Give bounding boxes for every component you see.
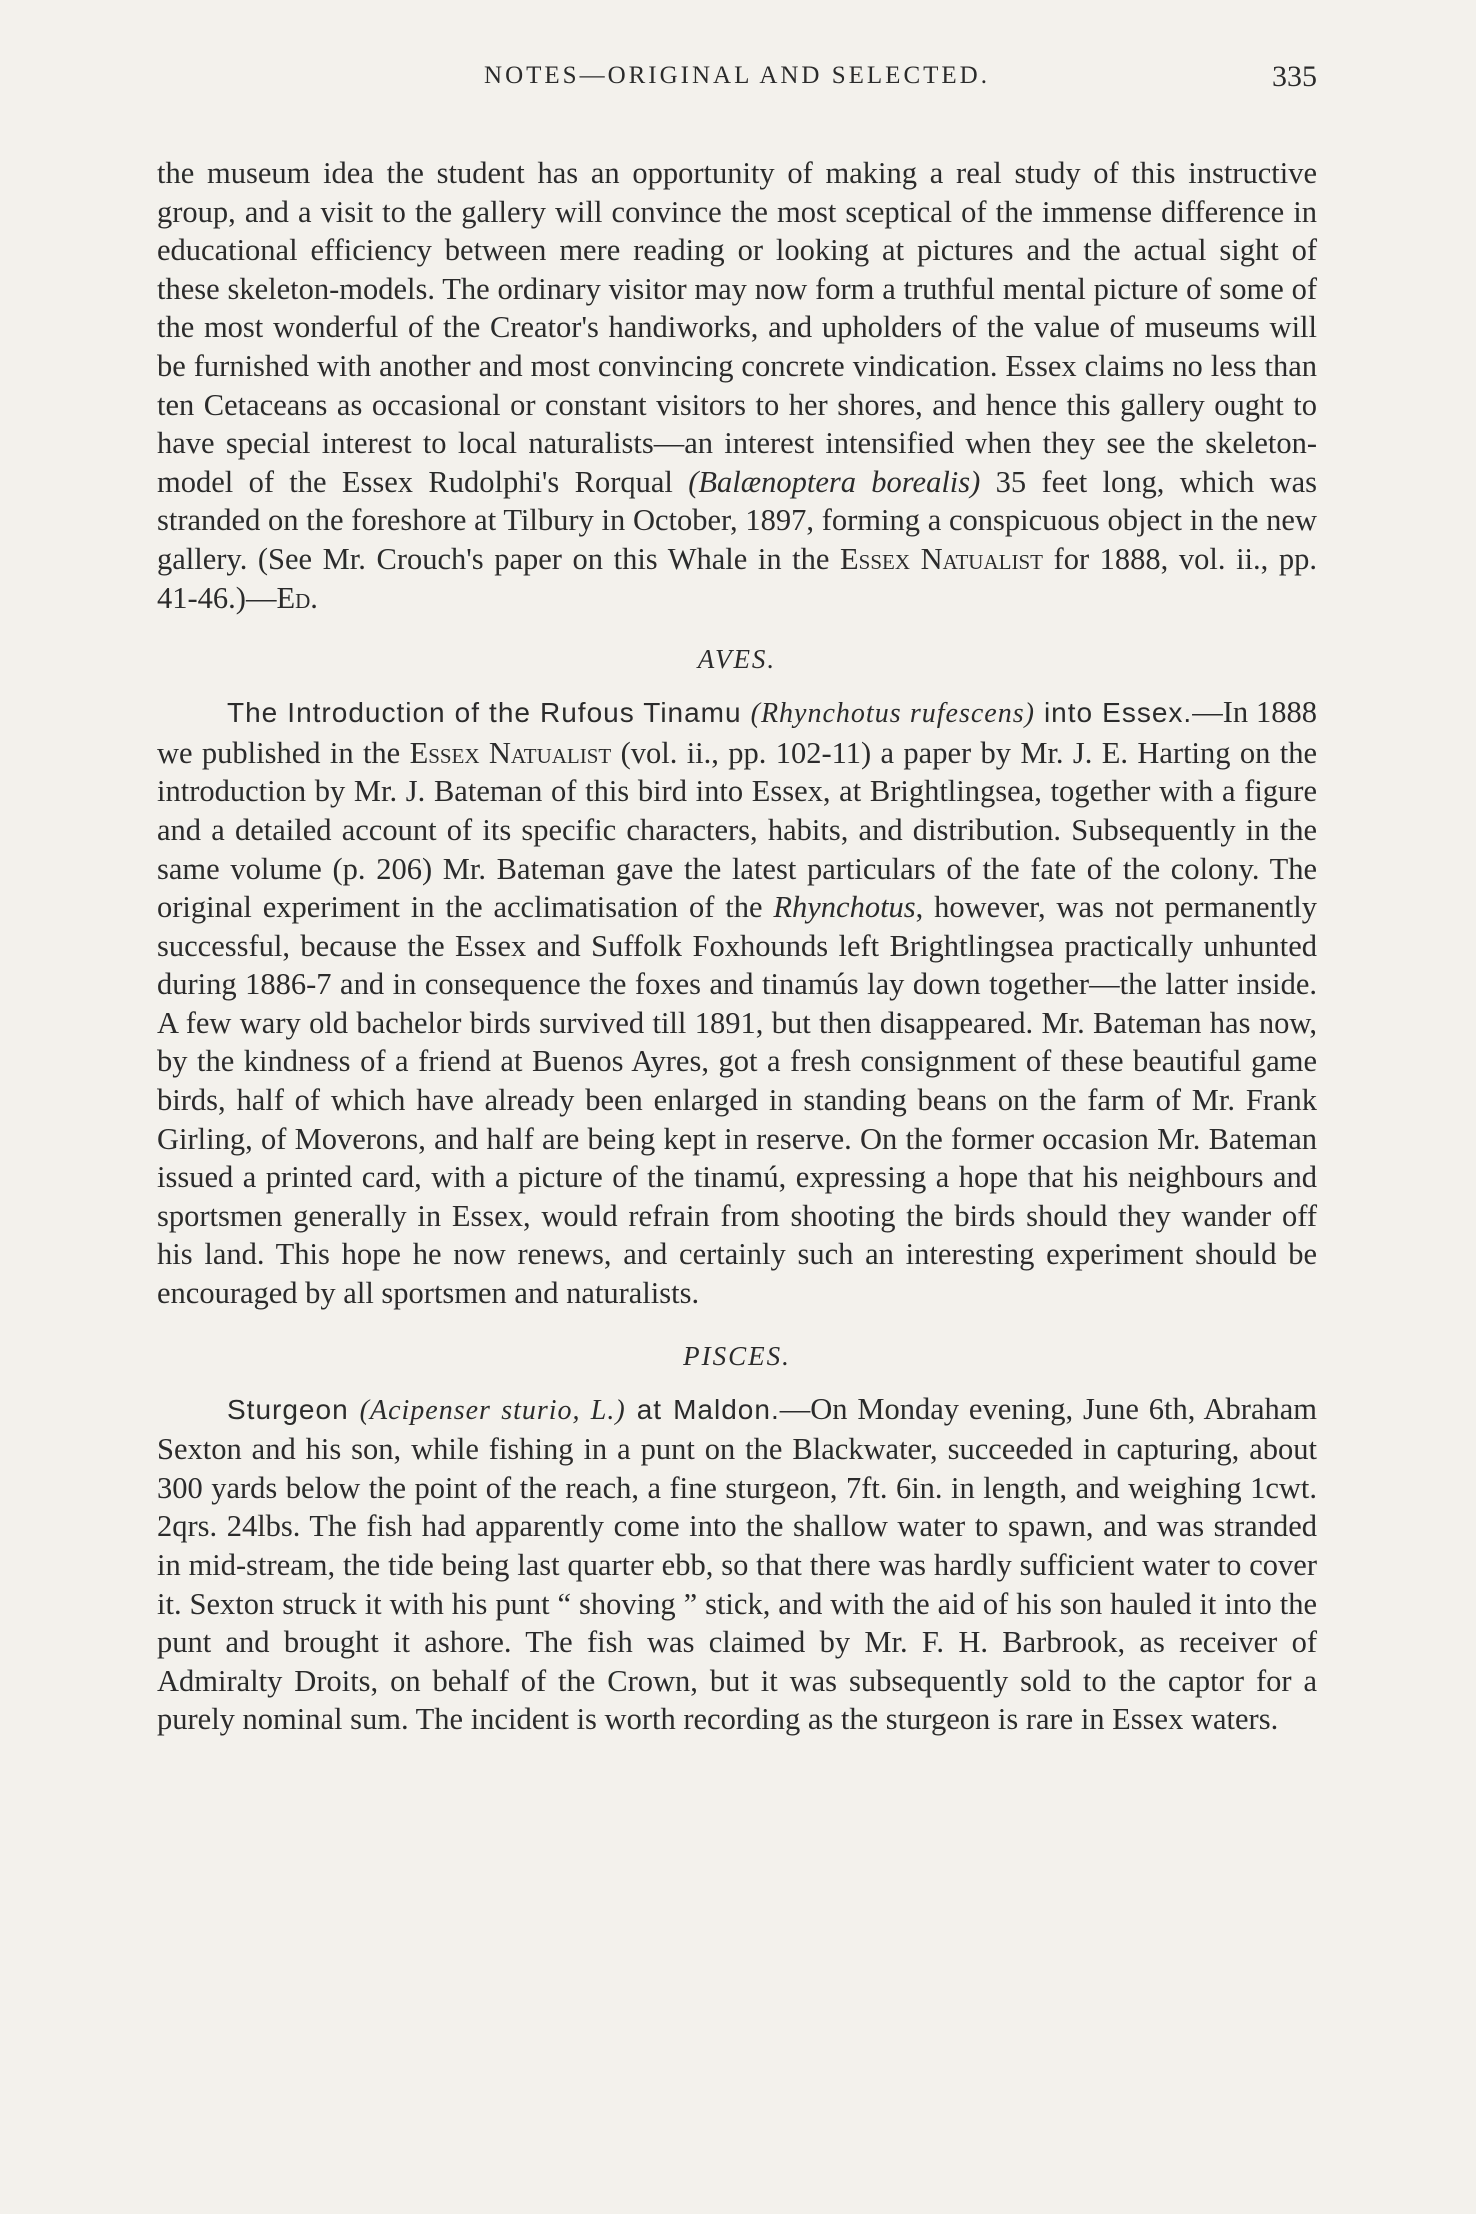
note-title-species: (Acipenser sturio, L.) xyxy=(359,1394,626,1426)
section-heading-aves: AVES. xyxy=(697,644,777,675)
note-title: Sturgeon (Acipenser sturio, L.) at Maldon. xyxy=(227,1393,780,1426)
section-heading-pisces: PISCES. xyxy=(683,1340,791,1371)
note-title: The Introduction of the Rufous Tinamu (Rhynchotus rufescens) into Essex. xyxy=(227,697,1193,730)
editor-mark: Ed. xyxy=(276,580,318,615)
running-title: NOTES—ORIGINAL AND SELECTED. xyxy=(484,62,990,89)
note-title-species: (Rhynchotus rufescens) xyxy=(750,698,1035,730)
paragraph-cetacea-continued xyxy=(157,154,1317,617)
journal-name: Essex Natualist xyxy=(840,541,1043,576)
page xyxy=(157,58,1317,1739)
journal-name: Essex Natualist xyxy=(409,735,612,770)
paragraph-tinamu: The Introduction of the Rufous Tinamu (Rhynchotus rufescens) into Essex.—In 1888 we published in the Essex Natualist (vol. ii., pp. 102-11) a paper by Mr. J. E. Harting on the introduction by Mr. J. Bateman of this bird into Essex, at Brightlingsea, together with a figure and a detailed account of its specific characters, habits, and distribution. Subsequently in the same volume (p. 206) Mr. Bateman gave the latest particulars of the fate of the colony. The original experiment in the acclimatisation of the Rhynchotus, however, was not permanently successful, because the Essex and Suffolk Foxhounds left Brightlingsea practically unhunted during 1886-7 and in consequence the foxes and tinamús lay down together—the latter inside. A few wary old bachelor birds survived till 1891, but then disappeared. Mr. Bateman has now, by the kindness of a friend at Buenos Ayres, got a fresh consignment of these beautiful game birds, half of which have already been enlarged in standing beans on the farm of Mr. Frank Girling, of Moverons, and half are being kept in reserve. On the former occasion Mr. Bateman issued a printed card, with a picture of the tinamú, expressing a hope that his neighbours and sportsmen generally in Essex, would refrain from shooting the birds should they wander off his land. This hope he now renews, and certainly such an interesting experiment should be encouraged by all sportsmen and naturalists. xyxy=(157,695,1317,1311)
page-number: 335 xyxy=(1272,60,1317,93)
running-head xyxy=(157,58,1317,108)
paragraph-sturgeon: Sturgeon (Acipenser sturio, L.) at Maldon.—On Monday evening, June 6th, Abraham Sexton and his son, while fishing in a punt on the Blackwater, succeeded in capturing, about 300 yards below the point of the reach, a fine sturgeon, 7ft. 6in. in length, and weighing 1cwt. 2qrs. 24lbs. The fish had apparently come into the shallow water to spawn, and was stranded in mid-stream, the tide being last quarter ebb, so that there was hardly sufficient water to cover it. Sexton struck it with his punt “ shoving ” stick, and with the aid of his son hauled it into the punt and brought it ashore. The fish was claimed by Mr. F. H. Barbrook, as receiver of Admiralty Droits, on behalf of the Crown, but it was subsequently sold to the captor for a purely nominal sum. The incident is worth recording as the sturgeon is rare in Essex waters. xyxy=(157,1391,1318,1737)
para1-text3: for 1888, vol. ii., pp. 41-46.)— xyxy=(157,541,1317,615)
genus-name: Rhynchotus xyxy=(773,890,916,925)
para1-text2: 35 feet long, which was stranded on the foreshore at Tilbury in October, 1897, forming a conspicuous object in the new gallery. (See Mr. Crouch's paper on this Whale in the xyxy=(157,464,1318,576)
species-name: (Balænoptera borealis) xyxy=(688,464,981,499)
para1-text: the museum idea the student has an opportunity of making a real study of this instructive group, and a visit to the gallery will convince the most sceptical of the immense difference in educational efficiency between mere reading or looking at pictures and the actual sight of these skeleton-models. The ordinary visitor may now form a truthful mental picture of some of the most wonderful of the Creator's handiworks, and upholders of the value of museums will be furnished with another and most convincing concrete vindication. Essex claims no less than ten Cetaceans as occasional or constant visitors to her shores, and hence this gallery ought to have special interest to local naturalists—an interest intensified when they see the skeleton-model of the Essex Rudolphi's Rorqual xyxy=(157,156,1317,499)
